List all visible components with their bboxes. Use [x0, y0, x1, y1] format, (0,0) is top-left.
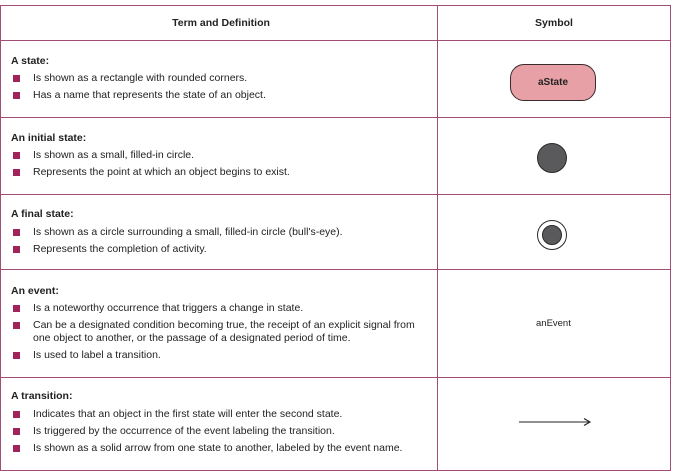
- bullet-item: [11, 72, 431, 85]
- bullet-text: Is triggered by the occurrence of the event labeling the transition.: [33, 425, 335, 437]
- state-symbol: [510, 64, 596, 101]
- bullet-text: Is shown as a small, filled-in circle.: [33, 149, 195, 161]
- bullet-item: [11, 226, 431, 239]
- bullet-square-icon: [13, 229, 20, 236]
- event-symbol-label: anEvent: [536, 318, 571, 329]
- bullet-item: [11, 408, 431, 421]
- bullet-item: [11, 149, 431, 162]
- term-final-state: A final state:: [11, 208, 74, 220]
- term-state: A state:: [11, 55, 50, 67]
- rule-bottom: [0, 470, 670, 471]
- bullet-square-icon: [13, 169, 20, 176]
- bullet-square-icon: [13, 428, 20, 435]
- rule-row-4: [0, 377, 670, 378]
- bullet-item: [11, 89, 431, 102]
- bullet-text: Represents the point at which an object begins to exist.: [33, 166, 290, 178]
- rule-middle: [437, 5, 438, 471]
- term-initial-state: An initial state:: [11, 132, 87, 144]
- transition-arrow-icon: [518, 416, 594, 428]
- bullet-text: Is shown as a circle surrounding a small, filled-in circle (bull's-eye).: [33, 226, 343, 238]
- bullet-item: [11, 302, 431, 315]
- header-symbol: Symbol: [535, 17, 573, 29]
- term-event: An event:: [11, 285, 59, 297]
- rule-row-3: [0, 269, 670, 270]
- bullet-square-icon: [13, 445, 20, 452]
- bullet-text: Represents the completion of activity.: [33, 243, 207, 255]
- rule-left: [0, 5, 1, 471]
- rule-row-2: [0, 194, 670, 195]
- rule-row-1: [0, 117, 670, 118]
- bullet-square-icon: [13, 246, 20, 253]
- bullet-square-icon: [13, 305, 20, 312]
- bullet-text: Indicates that an object in the first state will enter the second state.: [33, 408, 343, 420]
- state-symbol-label: aState: [537, 77, 568, 88]
- bullet-text: Is shown as a solid arrow from one state to another, labeled by the event name.: [33, 442, 403, 454]
- bullet-item: [11, 319, 421, 345]
- bullet-square-icon: [13, 92, 20, 99]
- bullet-square-icon: [13, 152, 20, 159]
- header-term-definition: Term and Definition: [172, 17, 270, 29]
- bullet-square-icon: [13, 352, 20, 359]
- bullet-text: Is used to label a transition.: [33, 349, 161, 361]
- initial-state-symbol: [537, 143, 567, 173]
- bullet-item: [11, 166, 431, 179]
- bullet-square-icon: [13, 75, 20, 82]
- bullet-text: Can be a designated condition becoming true, the receipt of an explicit signal from one object to another, or the passage of a designated period of time.: [33, 319, 415, 344]
- bullet-square-icon: [13, 411, 20, 418]
- bullet-text: Has a name that represents the state of an object.: [33, 89, 266, 101]
- rule-right: [670, 5, 671, 471]
- bullet-item: [11, 349, 431, 362]
- bullet-square-icon: [13, 322, 20, 329]
- final-state-inner-circle: [542, 225, 562, 245]
- bullet-item: [11, 442, 431, 455]
- bullet-item: [11, 425, 431, 438]
- bullet-text: Is a noteworthy occurrence that triggers a change in state.: [33, 302, 304, 314]
- bullet-item: [11, 243, 431, 256]
- bullet-text: Is shown as a rectangle with rounded corners.: [33, 72, 248, 84]
- term-transition: A transition:: [11, 390, 73, 402]
